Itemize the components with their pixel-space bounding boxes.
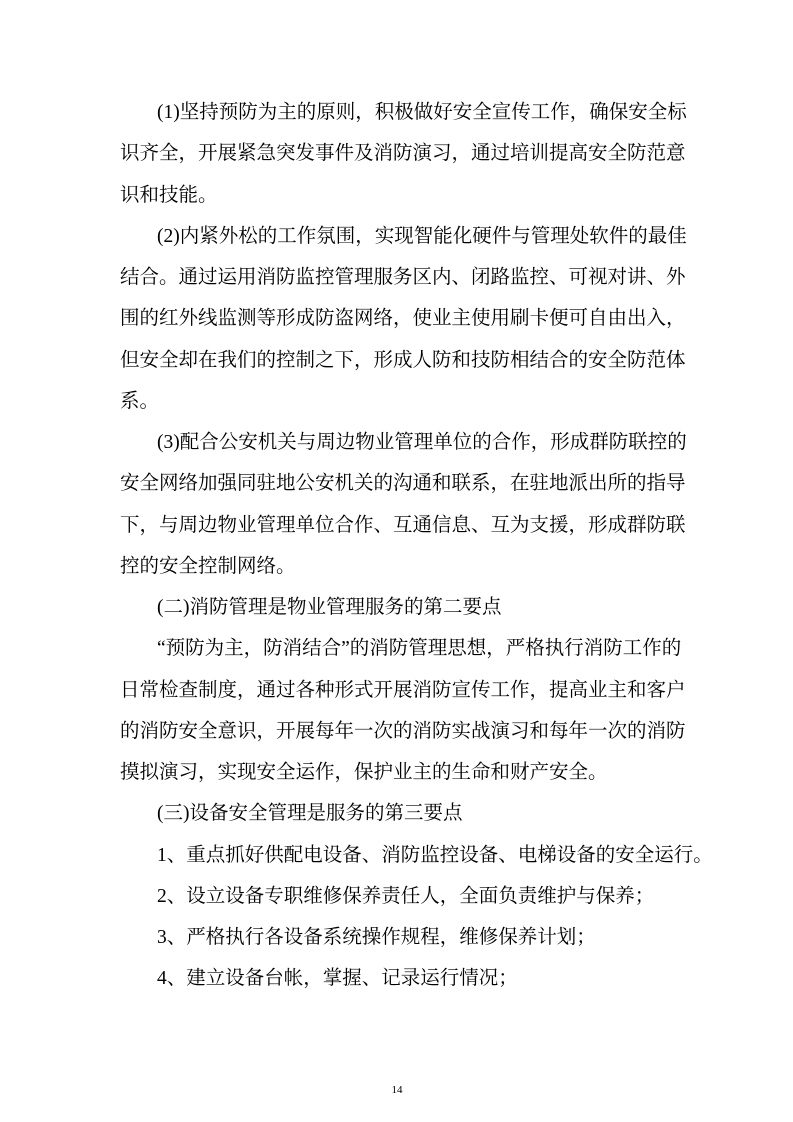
text-line: 识齐全，开展紧急突发事件及消防演习，通过培训提高安全防范意	[120, 143, 686, 165]
text-line: 安全网络加强同驻地公安机关的沟通和联系，在驻地派出所的指导	[120, 473, 686, 495]
text-line: (1)坚持预防为主的原则，积极做好安全宣传工作，确保安全标	[157, 102, 687, 123]
text-line: 2、设立设备专职维修保养责任人，全面负责维护与保养；	[157, 885, 655, 907]
text-line: (三)设备安全管理是服务的第三要点	[157, 803, 463, 825]
text-line: (3)配合公安机关与周边物业管理单位的合作，形成群防联控的	[157, 432, 687, 453]
page-number: 14	[391, 1084, 403, 1096]
text-line: 控的安全控制网络。	[120, 555, 296, 577]
text-line: 的消防安全意识，开展每年一次的消防实战演习和每年一次的消防	[120, 720, 686, 742]
text-line: 摸拟演习，实现安全运作，保护业主的生命和财产安全。	[120, 762, 608, 783]
text-line: (2)内紧外松的工作氛围，实现智能化硬件与管理处软件的最佳	[157, 225, 687, 247]
text-line: 3、严格执行各设备系统操作规程，维修保养计划；	[157, 927, 596, 948]
text-line: 日常检查制度，通过各种形式开展消防宣传工作，提高业主和客户	[120, 679, 686, 701]
text-line: 但安全却在我们的控制之下，形成人防和技防相结合的安全防范体	[120, 349, 686, 371]
text-line: “预防为主，防消结合”的消防管理思想，严格执行消防工作的	[157, 638, 682, 660]
text-line: (二)消防管理是物业管理服务的第二要点	[157, 597, 502, 618]
text-line: 识和技能。	[120, 184, 218, 206]
text-line: 围的红外线监测等形成防盗网络，使业主使用刷卡便可自由出入，	[120, 308, 686, 330]
text-line: 结合。通过运用消防监控管理服务区内、闭路监控、可视对讲、外	[120, 267, 686, 288]
text-line: 4、建立设备台帐，掌握、记录运行情况；	[157, 968, 518, 990]
text-line: 下，与周边物业管理单位合作、互通信息、互为支援，形成群防联	[120, 514, 686, 536]
text-line: 系。	[120, 390, 160, 412]
text-line: 1、重点抓好供配电设备、消防监控设备、电梯设备的安全运行。	[157, 844, 713, 866]
